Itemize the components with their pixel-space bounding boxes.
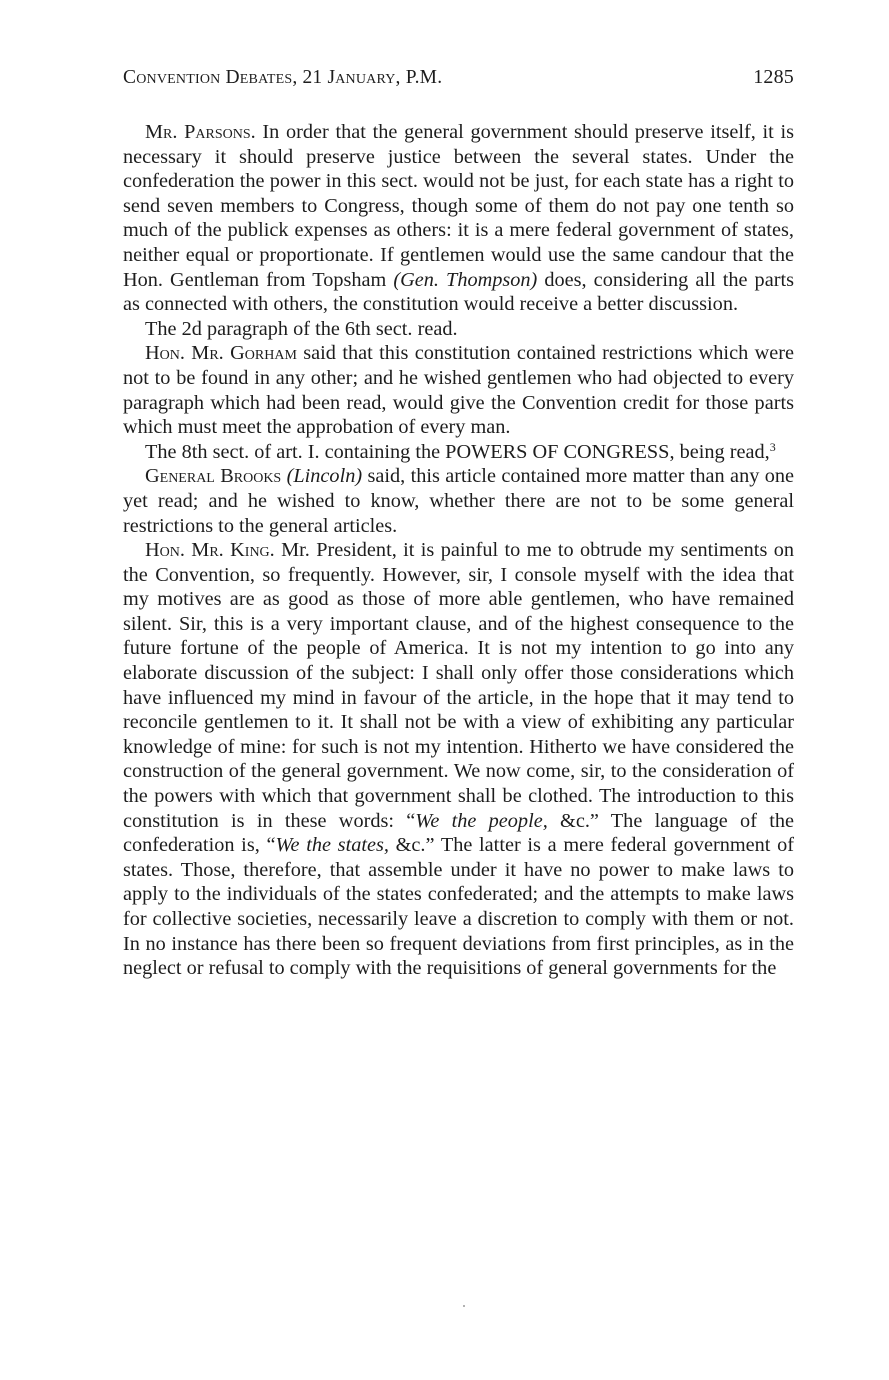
paper-speck (463, 1305, 465, 1307)
running-title: Convention Debates, 21 January, P.M. (123, 67, 443, 88)
paragraph-text: &c.” The latter is a mere federal government of states. Those, therefore, that assemble under it have no power to make laws to apply to the individuals of the states confederated; and the attempts to make laws for collective societies, necessarily leave a discretion to comply with them or not. In no instance has there been so frequent deviations from first principles, as in the neglect or refusal to comply with the requisitions of general governments for the (123, 834, 794, 980)
paragraph-king (123, 538, 794, 981)
paragraph-powers-of-congress (123, 440, 794, 465)
paragraph-text: said, this article contained more matter than any one yet read; and he wished to know, whether there are not to be some general restrictions to the general articles. (123, 465, 795, 537)
paragraph-text: The 8th sect. of art. I. containing the POWERS OF CONGRESS, being read, (145, 440, 770, 463)
paragraph-text: The 2d paragraph of the 6th sect. read. (145, 317, 458, 340)
speaker-name: General Brooks (145, 465, 282, 488)
footnote-marker: 3 (769, 439, 776, 454)
book-page (123, 66, 794, 981)
italic-quote: We the people, (415, 809, 548, 832)
paragraph-gorham (123, 341, 794, 439)
speaker-name: Hon. Mr. Gorham (145, 342, 297, 365)
italic-aside: (Gen. Thompson) (393, 268, 538, 291)
paragraph-parsons (123, 120, 794, 317)
italic-aside: (Lincoln) (286, 465, 363, 488)
speaker-name: Mr. Parsons. (145, 121, 256, 143)
paragraph-text: In order that the general government should preserve itself, it is necessary it should preserve justice between the several states. Under the confederation the power in this sect. would not be just, for each state has a right to send seven members to Congress, though some of them do not pay one tenth so much of the publick expenses as others: it is a mere federal government of states, neither equal or proportionate. If gentlemen would use the same candour that the Hon. Gentleman from Topsham (123, 121, 794, 291)
body-text (123, 120, 794, 981)
paragraph-text: Mr. President, it is painful to me to obtrude my sentiments on the Convention, so frequently. However, sir, I console myself with the idea that my motives are as good as those of more able gentlemen, who have remained silent. Sir, this is a very important clause, and of the highest consequence to the future fortune of the people of America. It is not my intention to go into any elaborate discussion of the subject: I shall only offer those considerations which have influenced my mind in favour of the article, in the hope that it may tend to reconcile gentlemen to it. It shall not be with a view of exhibiting any particular knowledge of mine: for such is not my intention. Hitherto we have considered the construction of the general government. We now come, sir, to the consideration of the powers with which that government shall be clothed. The introduction to this constitution is in these words: “ (123, 539, 794, 832)
paragraph-text: &c.” The language of the confederation is, “ (123, 809, 794, 857)
italic-quote: We the states, (275, 834, 389, 857)
paragraph-brooks (123, 464, 794, 538)
running-head (123, 66, 794, 100)
speaker-name: Hon. Mr. King. (145, 539, 275, 562)
paragraph-text: does, considering all the parts as connected with others, the constitution would receive a better discussion. (123, 268, 794, 316)
paragraph-text: said that this constitution contained restrictions which were not to be found in any other; and he wished gentlemen who had objected to every paragraph which had been read, would give the Convention credit for those parts which must meet the approbation of every man. (123, 342, 794, 439)
paragraph-reading-note (123, 317, 794, 342)
page-number: 1285 (753, 66, 794, 88)
